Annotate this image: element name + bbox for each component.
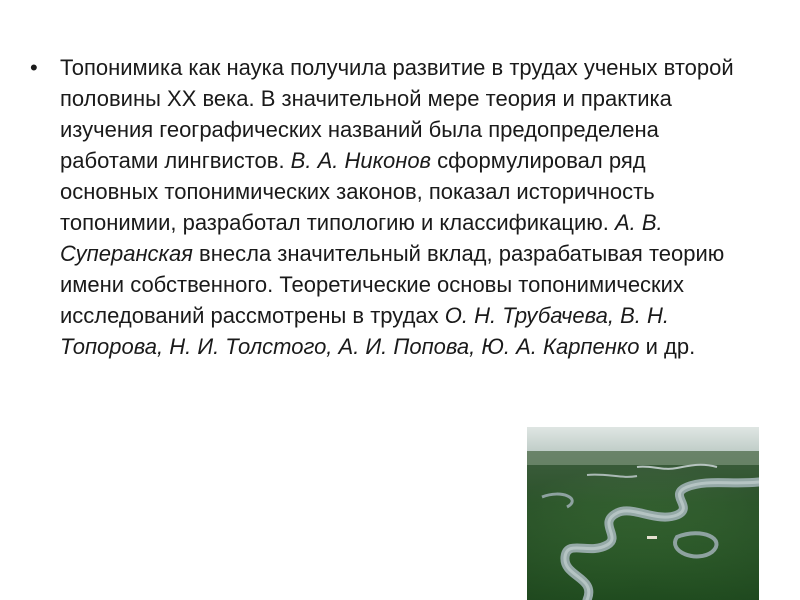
paragraph-segment: внесла значительный вклад, разрабатывая теорию имени собственного. Теоретические основы топонимических исследований рассмотрены в трудах (60, 241, 725, 328)
paragraph-segment: Топонимика как наука получила развитие в трудах ученых второй половины XX века. В значительной мере теория и практика изучения географических названий была предопределена работами лингвистов. (60, 55, 734, 173)
boat-icon (647, 536, 657, 539)
river-aerial-image (527, 427, 759, 600)
bullet-marker: • (30, 55, 38, 80)
paragraph-segment: сформулировал ряд основных топонимических законов, показал историчность топонимии, разработал типологию и классификацию. (60, 148, 655, 235)
author-names: О. Н. Трубачева, В. Н. Топорова, Н. И. Толстого, А. И. Попова, Ю. А. Карпенко (60, 303, 670, 359)
bullet-item (30, 52, 750, 362)
paragraph-segment: и др. (639, 334, 696, 359)
author-name: А. В. Суперанская (60, 210, 663, 266)
river-photo (527, 427, 759, 600)
author-name: В. А. Никонов (290, 148, 432, 173)
paragraph-text (60, 52, 740, 362)
